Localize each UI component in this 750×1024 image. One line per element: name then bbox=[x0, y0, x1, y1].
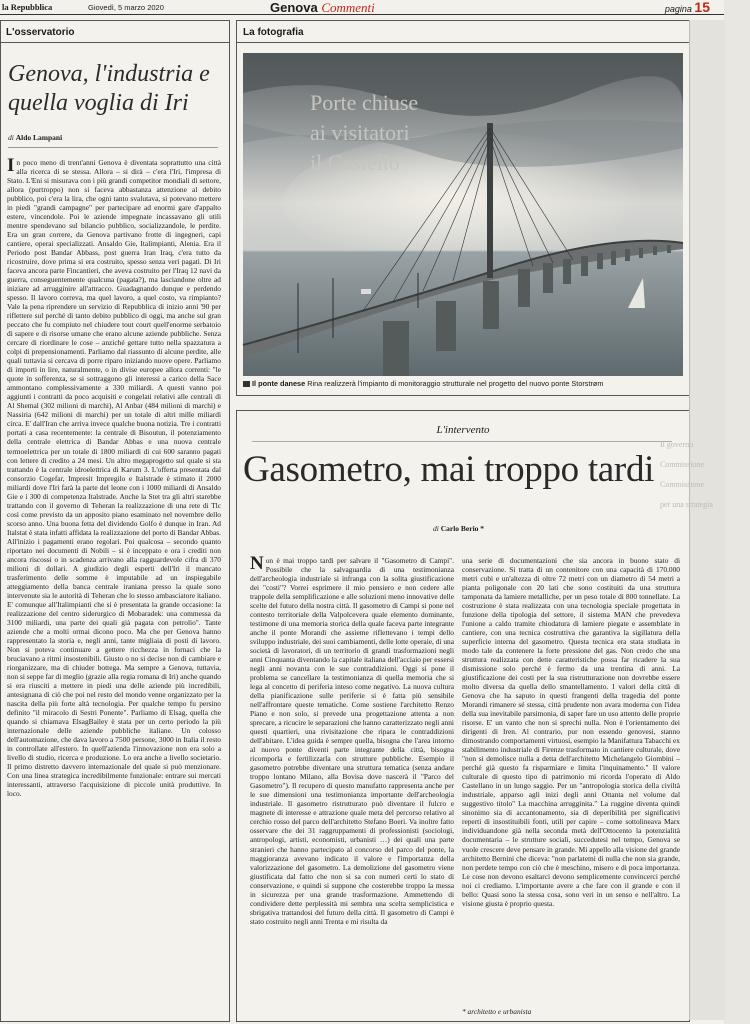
photo-caption bbox=[243, 379, 688, 388]
caption-icon bbox=[243, 381, 250, 387]
section-title bbox=[270, 0, 375, 16]
paper-name: la Repubblica bbox=[2, 2, 53, 12]
bleed-small-3: Commissione bbox=[660, 480, 705, 489]
left-body-text: n poco meno di trent'anni Genova è diventata soprattutto una città alla ricerca di se stessa. Allora – si dirà – c'era l'Iri, l'impresa di Stato. L'Eni si misurava con i più grandi competitor mondiali di settore, allora (purtroppo) non si faceva abbastanza attenzione al debito pubblico, poi c'era la lira, che ogni tanto svalutava, si potevano mettere in piedi "grandi campagne" per partecipare ad enormi gare d'appalto estere, vincendole. Poi le aziende impegnate incassavano gli utili mentre spendevano sul bilancio pubblico, socializzandole, le perdite. Era un gran correre, da Genova partivano frotte di ingegneri, capi cantiere, operai specializzati. Ansaldo Gie, Italimpianti, Alenia. Era il Periodo post Bandar Abbass, post guerra Iran Iraq, c'era tutto da ricostruire, dove prima si era costruito, spesso senza veri pagati. Di Iri faceva ancora parte Fincantieri, che aveva costruito per l'Iraq 12 navi da guerra, conseguentemente qualcuna (pagata?), ma lasciandone oltre ad iniziare ad arrugginire all'attracco. Guadagnando dunque e perdendo spesso. Il lavoro correva, ma quel lavoro, a quel costo, va rimpianto? Vale la pena riprendere un servizio di Repubblica di inizio anni '90 per riflettere sul perché di tanto debito pubblico di oggi, ma anche sul gran peccato che fu compiuto nel chiudere tout court quell'enorme serbatoio di sapere e di risorse umane che erano alcune aziende pubbliche. Senza cercare di riordinare le cose – anziché gettare tutto nella spazzatura a colpi di prepensionamenti. Parliamo dal riassunto di alcune perdite, alle quali tuttavia si cercava di porre riparo iniziando nuove opere. Parliamo di importi in lire, naturalmente, o in divise europee allora correnti: "le quote in sofferenza, se si sottraggono gli interessi a carico della Sace ammontano complessivamente a 330 miliardi. A questi vanno poi aggiunti i contratti da poco acquisiti e congelati relativi alle centrali di Al Shemal (302 milioni di marchi), Al Anbar (484 milioni di marchi) e Nassiria (642 milioni di marchi) per un totale di altri mille miliardi circa. E' dall'Iran che arriva invece qualche buona notizia. Tre i contratti portati a casa recentemente: la centrale di Bisoutun, il potenziamento della centrale elettrica di Bandar Abbas e una nuova centrale termoelettrica per un totale di 1800 miliardi di cui 600 saranno pagati con lettere di credito a 24 mesi. Un altro megaprogetto sul quale si sta trattando è la centrale idroelettrica di Karum 3. L'offerta presentata dal consorzio Cogefar, Impresit Impregilo e Italstrade è stimato il 2000 miliardi dove l'Iri farà la parte del leone con i 1000 miliardi di Ansaldo Gie e i 300 di competenza Italstrade. Anche la Stet tra gli altri starebbe trattando con il governo di Teheran la realizzazione di una rete di Tlc così come previsto da un apposito piano esaminato nel novembre dello scorso anno. Una buona fetta del dividendo Golfo è dunque in Iran. Ad Italstat è stata infatti affidata la realizzazione del porto di Bandar Abbas. All'inizio i pagamenti erano regolari. Poi qualcosa – secondo quanto riportato nei documenti di Nobili – si è inceppato e ora i crediti non ancora riscossi o in scadenza arrivano alla ragguardevole cifra di 370 milioni di dollari. A giudizio degli esperti dell'Iri il mancato trasferimento delle somme è imputabile ad un inspiegabile atteggiamento della banca centrale iraniana presso la quale sono intervenute sia le autorità di Teheran che lo stesso ambasciatore italiano. E' comunque all'Italimpianti che si è presentata la grande occasione: la realizzazione del centro siderurgico di Mobaradek: una commessa da 3100 miliardi, una parte dei quali già pagata con petrolio". Tante aziende che a molti ormai dicono poco. Ma che per Genova hanno rappresentato la storia e, negli anni, tante migliaia di posti di lavoro. Non si poteva continuare a gettere ricchezza in fornaci che la bruciavano a ritmi insostenibili. Giusto o no si decise non di cambiare e riorganizzare, ma di chiuder bottega. Ma sempre a Genova, tuttavia, non si seppe far di meglio (grazie alla regia romana di Iri) anche quando si era riusciti a mettere in piedi una delle aziende più incredibili, antesignana di ciò che poi nel resto del mondo venne organizzato per la nascita della più forte altà tecnologia. Per qualche tempo fu persino definito "il miracolo di Sestri Ponente". Parliamo di Elsag, quella che quando si chiamava ElsagBailey è stata per un certo periodo la più internazionale delle aziende pubbliche italiane. Un colosso dell'automazione, che dava lavoro a 7500 persone, 3000 in Italia il resto in controllate all'estero. In quell'azienda l'innovazione non era solo a livello di studio, ricerca e produzione. Lo era anche a livello societario. Il primo distretto davvero internazionale del quale si può menzionare. Con una linea strategica incredibilmente funzionale: entrare sui mercati interessanti, attraverso l'acquisizione di piccole unità produttive. In loco. bbox=[7, 158, 221, 799]
section-sub: Commenti bbox=[321, 0, 375, 15]
caption-title: Il ponte danese bbox=[252, 379, 306, 388]
main-dropcap: N bbox=[250, 553, 264, 574]
bleed-line-1: Porte chiuse bbox=[310, 90, 419, 115]
left-dropcap: I bbox=[7, 155, 15, 176]
left-author: Aldo Lampani bbox=[15, 133, 63, 142]
left-byline bbox=[8, 133, 62, 142]
main-col2-text: una serie di documentazioni che sia ancora in buono stato di conservazione. Si tratta di un contenitore con una capacità di 170.000 metri cubi e un'altezza di oltre 72 metri con un diametro di 54 metri a pianta poligonale con 20 lati che sono costituiti da una struttura tamponata da lamiere metalliche, per un peso totale di 800 tonnellate. La costruzione è stata realizzata con una tecnologia speciale progettata in funzione della tipologia del settore, il sistema MAN che prevedeva l'unione a caldo tramite chiodatura di lamiere piegate e assemblate in cantiere, con una tecnica costruttiva che garantiva la sigillatura della superficie interna del gasometro. Questa tecnica era stata studiata in modo tale da contenere la forte pressione del gas. Non credo che una struttura realizzata con dette caratteristiche possa far ricadere la sua dismissione solo perché è fermo da una trentina di anni. La giustificazione dei costi per la sua ristrutturazione non dovrebbe essere molto diversa da quella dello smantellamento. I valori della città di Genova che ha saputo in questi frangenti della tragedia del ponte Morandi rimanere sé stessa, città prudente non avara moderna con l'idea della sua inevitabile parsimonia, di saper fare un uso attento delle proprie risorse. E' un vanto che non si sprechi nulla. Non è l'orientamento dei dirigenti di Iren. Al contrario, pur non essendo genovesi, stanno dimostrando comportamenti virtuosi, esempio la Manifattura Tabacchi ex stabilimento industriale di Firenze trasformato in cantiere culturale, dove "non si demolisce nulla a detta dell'architetto Michelangelo Giombini – perché già questo fa risparmiare e limita l'inquinamento." Il valore culturale di questo tipo di patrimonio mi ricorda l'operato di Aldo Castellano in un lungo saggio. Per un "antropologia storica della civiltà industriale, apparso agli inizi degli anni Ottanta nel volume dal suggestivo titolo" La macchina arrugginita." La ruggine diventa quindi sinonimo sia di accantonamento, sia di deperibilità per significativi reperti di insostituibili fonti, utili per capire – come sottolineava Marx individuandone già nella seconda metà dell'Ottocento la potenzialità documentaria – le strutture sociali, succedutesi nel tempo, Genova se vuole crescere deve pensare in grande. Mi appello alla visione del grande architetto Bernini che diceva: "non parlatemi di nulla che non sia grande, non perdete tempo con ciò che è meschino, misero e di poca importanza. Le cose non devono esaltarci devono semplicemente convincerci perché noi ci crediamo. L'importante avere a che fare con il grande e con il bello: Quasi sono la stessa cosa, sono veri in un senso e nell'altro. La visione giusta è proprio questa. bbox=[462, 556, 680, 908]
page-label: pagina bbox=[664, 4, 692, 14]
bleed-line-2: ai visitatori bbox=[310, 120, 410, 145]
left-byline-rule bbox=[8, 147, 218, 148]
page-number: 15 bbox=[694, 0, 710, 15]
left-body bbox=[7, 155, 221, 1016]
main-col1 bbox=[250, 553, 455, 1016]
left-section-label: L'osservatorio bbox=[6, 27, 75, 38]
main-byline-prefix: di bbox=[433, 524, 439, 533]
bridge-pylon bbox=[487, 123, 493, 278]
main-footnote: * architetto e urbanista bbox=[462, 1007, 532, 1016]
photo-section-rule bbox=[236, 42, 689, 43]
main-byline bbox=[433, 524, 484, 533]
main-headline: Gasometro, mai troppo tardi bbox=[243, 449, 655, 490]
main-col1-text: on è mai troppo tardi per salvare il "Gasometro di Campi". Possibile che la salvaguardia di una testimonianza dell'archeologia industriale si infranga con la solita giustificazione dei "costi"? Vorrei esprimere il mio pensiero e non cedere alle trappole della semplificazione e alle soluzioni meno innovative delle scelte del futuro della nostra città. Il gasometro di Campi si pone nel contesto territoriale della Valpolcevera quale elemento dominante, testimone di una memoria storica della quale faceva parte integrante anche il ponte Morandi che assieme riflettevano i tempi dello sviluppo industriale, dei suoi cambiamenti, delle lotte operaie, di una società di lavoratori, di un territorio di grandi trasformazioni negli anni Cinquanta diventando la capitale italiana dell'acciaio per essersi negli anni novanta con le sue contraddizioni. Oggi si pone il problema se cancellare la testimonianza di quella memoria che si lega al concetto di periferia inteso come negativo. La nuova cultura della pianificazione sulle periferie si è fatta più sensibile nell'affrontare queste tematiche. Come sostiene l'architetto Renzo Piano e non solo, si prevede una progettazione attenta a non sprecare, a ricucire le separazioni che hanno caratterizzato negli anni questi quartieri, una rivisitazione che ripara le contraddizioni dell'abitare. L'idea guida è sempre quella, bisogna che l'area intorno al nuovo ponte diventi parte integrante della città, bisogna ricomporla e fertilizzarla con strutture pubbliche. Esempio il gasometro potrebbe diventare una struttura tematica (senza andare troppo lontano Milano, alla Bovisa dove nascerà il "Parco del Gasometro"). Il recupero di questo manufatto rappresenta anche per le sue dimensioni una testimonianza importante dell'archeologia industriale. Il gasometro ristrutturato può diventare il fulcro e magnete di interesse e attrazione quale meta del percorso relativo al cerchio rosso del parco dell'architetto Stefano Boeri. Va inoltre fatto osservare che dei 31 raggruppamenti di professionisti (sociologi, antropologi, artisti, economisti, urbanisti …) dei quali una parte stranieri che hanno partecipato al concorso del parco del ponte, la maggioranza avevano indicato il valore e l'importanza della valorizzazione del gasometro. La demolizione del gasometro viene giustificata dal fatto che non si sa con numeri certi lo stato di conservazione, e quindi si suppone che costerebbe troppo la messa in sicurezza per una grande trasformazione. Ammettendo di condividere dette perplessità mi sembra una scelta semplicistica e sbrigativa trattandosi del futuro della città. Il gasometro di Campi è stato costruito negli anni Trenta e mi risulta da bbox=[250, 556, 455, 926]
bleed-line-3: il Castello bbox=[310, 150, 400, 175]
issue-date: Giovedì, 5 marzo 2020 bbox=[88, 3, 164, 12]
left-headline: Genova, l'industria e quella voglia di Iri bbox=[8, 61, 210, 116]
kicker-rule bbox=[252, 441, 672, 442]
car bbox=[361, 289, 371, 294]
bleed-small-2: Commissione bbox=[660, 460, 705, 469]
bleed-small-4: per una strategia bbox=[660, 500, 713, 509]
main-col2 bbox=[462, 556, 680, 1006]
page-indicator bbox=[665, 0, 710, 15]
water bbox=[243, 251, 683, 376]
photo-section-label: La fotografia bbox=[243, 27, 304, 38]
left-byline-prefix: di bbox=[8, 133, 14, 142]
masthead bbox=[0, 0, 724, 15]
bleed-small-1: Il governo bbox=[660, 440, 694, 449]
section-city: Genova bbox=[270, 0, 318, 15]
main-author: Carlo Berio * bbox=[440, 524, 485, 533]
main-kicker: L'intervento bbox=[436, 424, 490, 436]
caption-text: Rina realizzerà l'impianto di monitoraggio strutturale nel progetto del nuovo ponte Storstrøm bbox=[307, 379, 604, 388]
left-section-rule bbox=[0, 42, 229, 43]
